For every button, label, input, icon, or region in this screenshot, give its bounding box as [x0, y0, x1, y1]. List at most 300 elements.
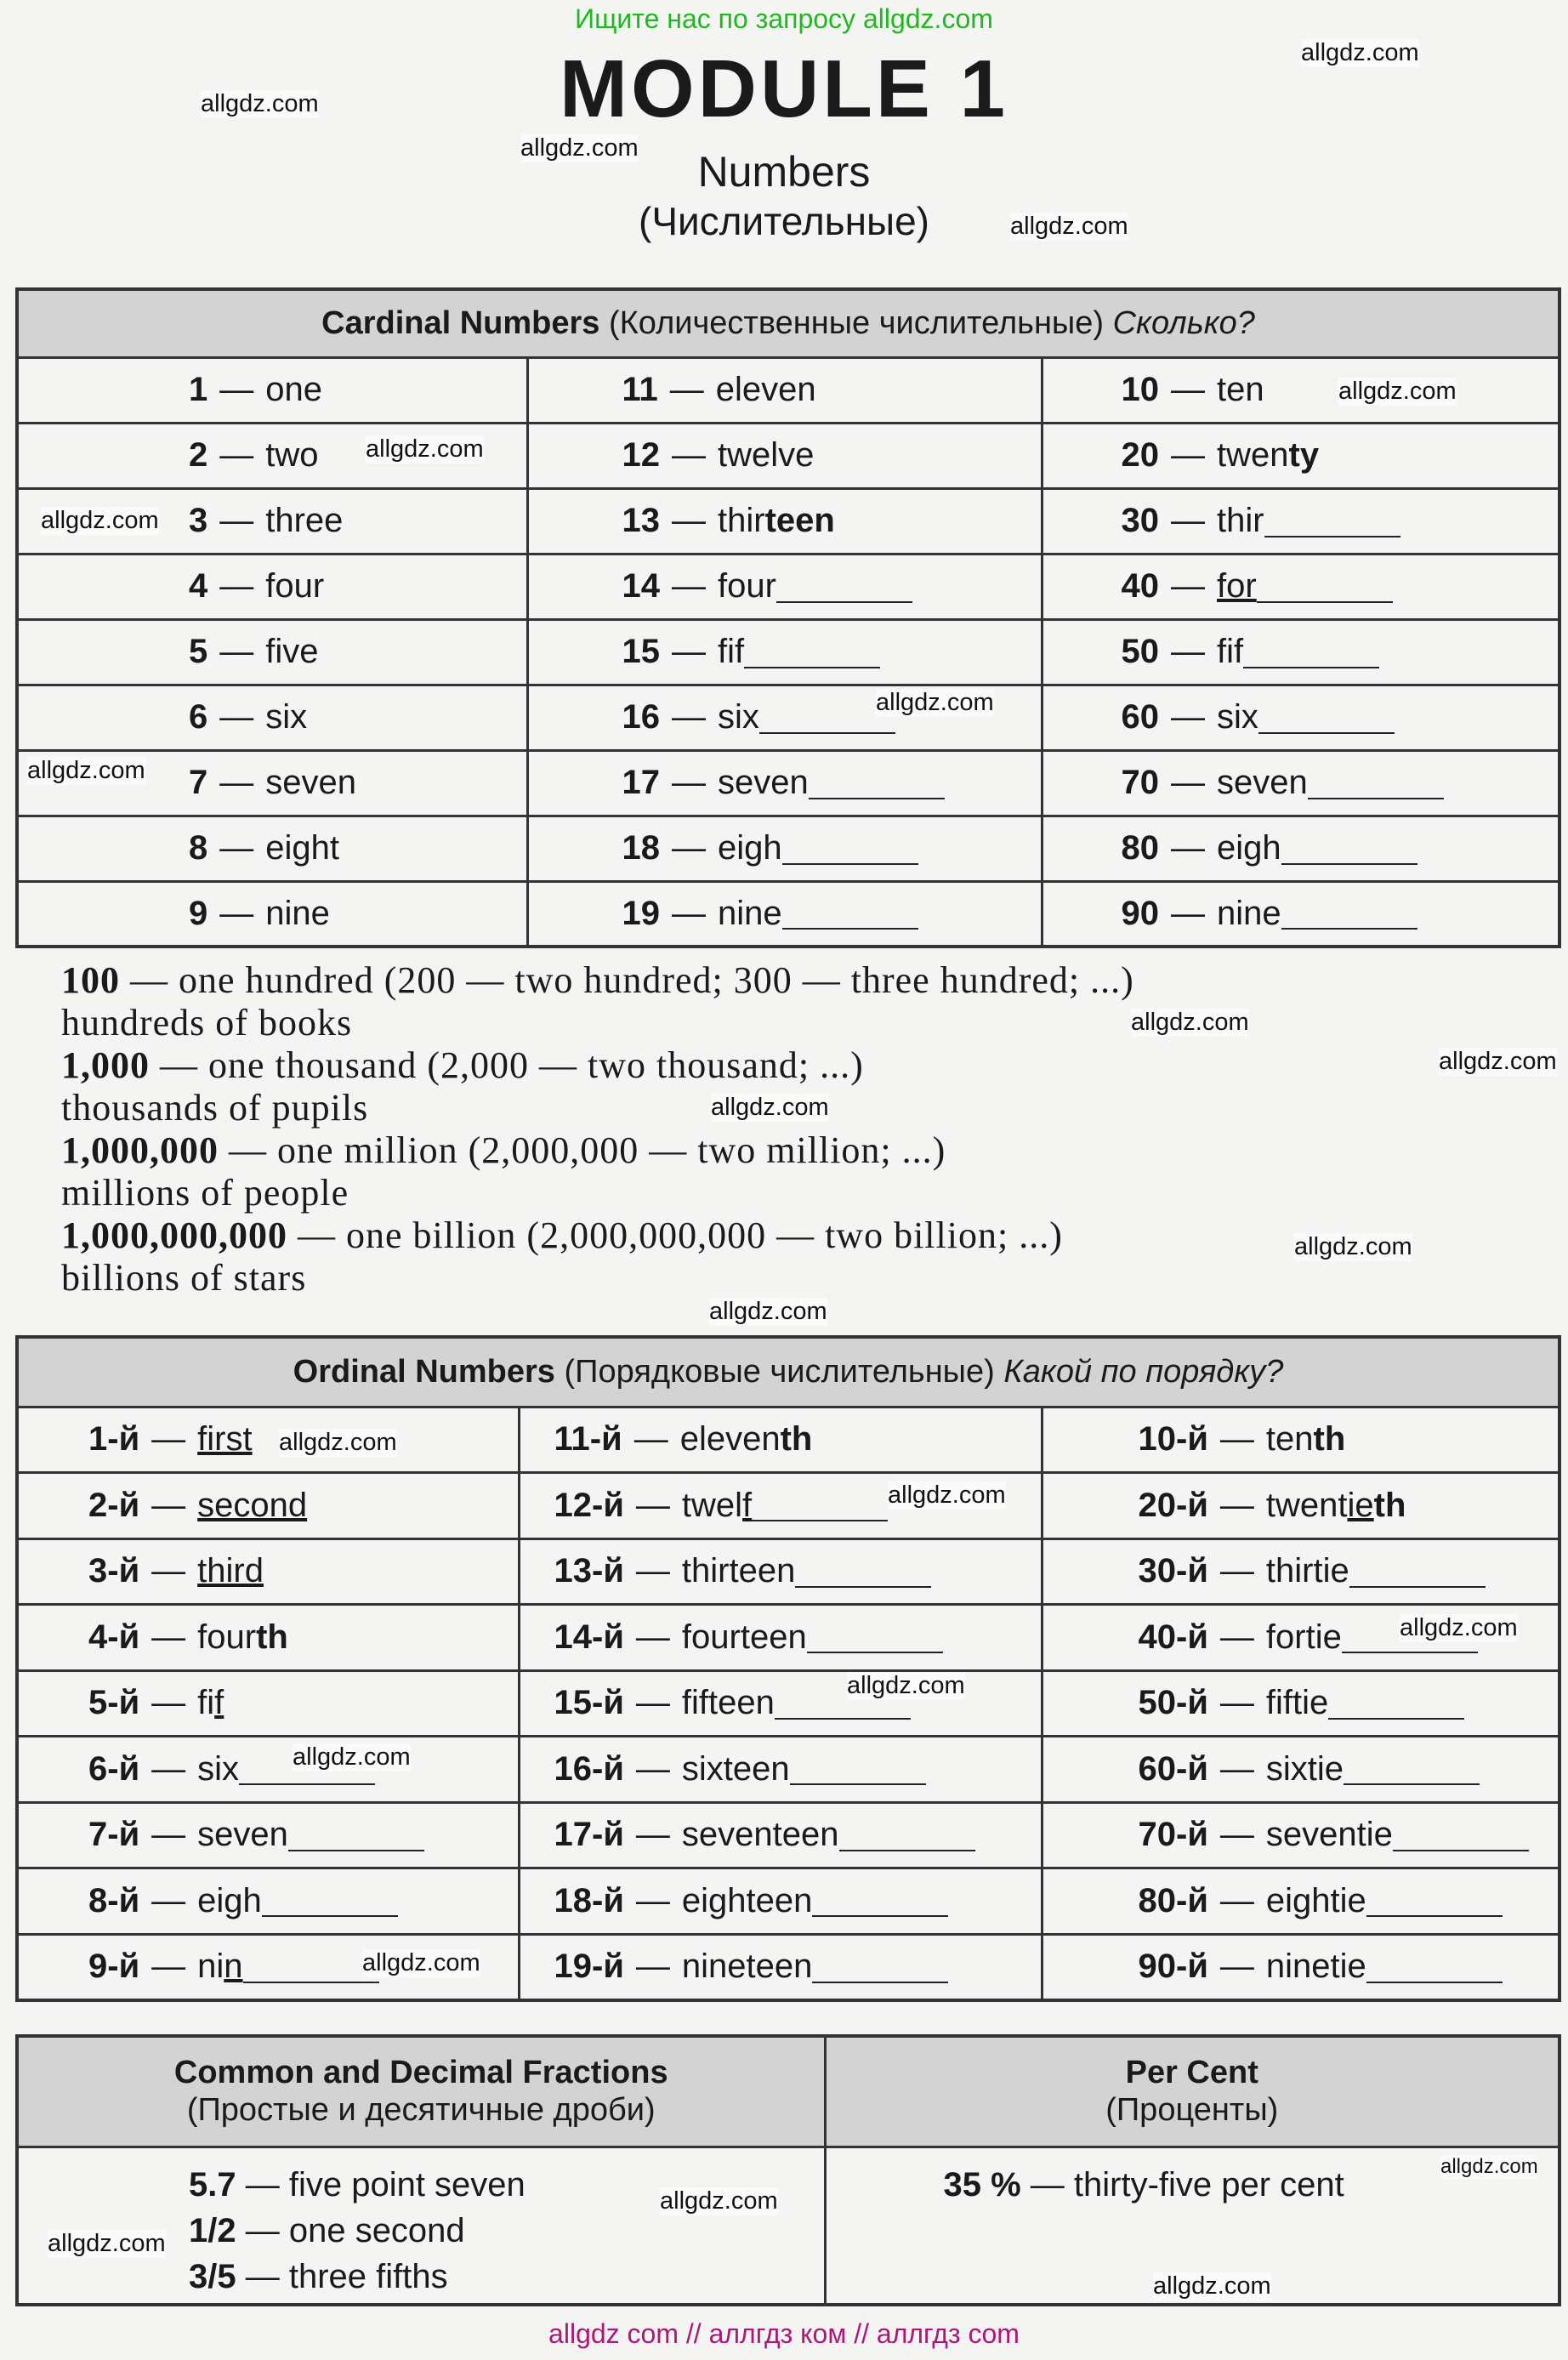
watermark-text: allgdz.com	[362, 1949, 480, 1976]
cardinal-word: four	[265, 567, 325, 605]
ordinal-number: 12-й	[554, 1486, 624, 1524]
dash: —	[151, 1486, 186, 1524]
ordinal-word: six	[197, 1749, 240, 1788]
ordinal-number: 16-й	[554, 1749, 624, 1788]
cardinal-row	[17, 816, 1559, 881]
ordinal-cell	[519, 1407, 1042, 1473]
cardinal-cell	[1042, 881, 1559, 947]
dash: —	[669, 371, 704, 408]
cardinal-entry	[1043, 698, 1559, 736]
fill-in-blank[interactable]	[1393, 1819, 1529, 1851]
percent-value: 35 %	[943, 2165, 1021, 2204]
dash: —	[219, 371, 254, 408]
fill-in-blank[interactable]	[839, 1819, 975, 1851]
dash: —	[1171, 894, 1205, 932]
ordinal-number: 13-й	[554, 1552, 624, 1590]
cardinal-row	[17, 750, 1559, 816]
ordinal-entry	[520, 1552, 1041, 1590]
ordinal-entry	[520, 1948, 1041, 1986]
cardinal-number: 3	[189, 502, 208, 539]
cardinal-row	[17, 423, 1559, 488]
ordinal-word: fifteen	[681, 1684, 775, 1722]
dash: —	[151, 1948, 186, 1985]
fill-in-blank[interactable]	[1281, 897, 1417, 930]
dash: —	[635, 1749, 670, 1788]
watermark-text: allgdz.com	[293, 1743, 411, 1771]
cardinal-entry	[529, 764, 1041, 802]
cardinal-entry	[1043, 895, 1559, 933]
ordinal-header	[17, 1337, 1559, 1407]
cardinal-word: nine	[265, 894, 330, 932]
dash: —	[672, 698, 706, 736]
cardinal-word: one	[265, 371, 322, 408]
ordinal-suffix: th	[1373, 1486, 1406, 1524]
dash: —	[672, 567, 706, 605]
fraction-line	[189, 2254, 824, 2300]
ordinal-number: 14-й	[554, 1618, 624, 1656]
ordinal-word: eigh	[197, 1881, 262, 1919]
dash: —	[635, 1684, 670, 1722]
cardinal-cell	[527, 423, 1042, 488]
fraction-value: 1/2	[189, 2211, 236, 2249]
ordinal-entry	[1043, 1487, 1559, 1525]
cardinal-cell	[1042, 816, 1559, 881]
ordinal-word: fi	[197, 1684, 215, 1722]
bottom-banner[interactable]: allgdz com // аллгдз ком // аллгдз com	[548, 2318, 1020, 2349]
dash: —	[635, 1948, 670, 1985]
ordinal-word: seventeen	[681, 1816, 839, 1854]
fill-in-blank[interactable]	[752, 1489, 888, 1521]
dash: —	[1171, 436, 1205, 474]
dash: —	[1171, 502, 1205, 539]
cardinal-number: 20	[1121, 436, 1159, 474]
cardinal-cell	[1042, 357, 1559, 423]
cardinal-word: ten	[1217, 371, 1264, 408]
cardinal-cell	[527, 554, 1042, 619]
fraction-text: — five point seven	[236, 2165, 526, 2204]
cardinal-number: 90	[1121, 894, 1159, 932]
ordinal-number: 3-й	[88, 1552, 140, 1590]
watermark-text: allgdz.com	[888, 1481, 1006, 1509]
dash: —	[635, 1816, 670, 1854]
ordinal-number: 17-й	[554, 1816, 624, 1854]
percent-header-ru: (Проценты)	[1105, 2092, 1279, 2129]
ordinal-number: 50-й	[1138, 1684, 1208, 1722]
cardinal-cell	[1042, 423, 1559, 488]
cardinal-word: seven	[1217, 764, 1308, 801]
ordinal-word: fortie	[1265, 1618, 1342, 1656]
ordinal-entry	[520, 1816, 1041, 1854]
fractions-cell	[17, 2147, 825, 2305]
ordinal-header-question: Какой по порядку?	[1003, 1353, 1284, 1390]
cardinal-entry	[1043, 502, 1559, 540]
ordinal-number: 8-й	[88, 1881, 140, 1919]
cardinal-word: four	[718, 567, 776, 605]
cardinal-word: seven	[265, 764, 356, 801]
ordinal-word: third	[197, 1552, 264, 1590]
watermark-text: allgdz.com	[366, 435, 484, 463]
ordinal-cell	[17, 1670, 519, 1737]
dash: —	[635, 1618, 670, 1656]
large-number-value: 100	[61, 959, 120, 1001]
ordinal-entry	[1043, 1948, 1559, 1986]
cardinal-word: for	[1217, 567, 1257, 605]
cardinal-word: eight	[265, 829, 339, 867]
ordinal-number: 30-й	[1138, 1552, 1208, 1590]
dash: —	[1171, 371, 1205, 408]
cardinal-word: six	[1217, 698, 1258, 736]
fill-in-blank[interactable]	[1257, 571, 1393, 603]
ordinal-cell	[1042, 1538, 1559, 1605]
cardinal-number: 1	[189, 371, 208, 408]
dash: —	[672, 894, 706, 932]
cardinal-number: 10	[1121, 371, 1159, 408]
dash: —	[1219, 1881, 1254, 1919]
cardinal-cell	[1042, 685, 1559, 750]
fill-in-blank[interactable]	[1366, 1951, 1503, 1983]
ordinal-word: ten	[1265, 1420, 1314, 1459]
ordinal-entry	[1043, 1816, 1559, 1854]
watermark-text: allgdz.com	[1131, 1009, 1249, 1036]
ordinal-cell	[519, 1538, 1042, 1605]
watermark-text: allgdz.com	[520, 134, 639, 162]
ordinal-underlined-part: ie	[1347, 1486, 1374, 1524]
large-number-text: hundreds of books	[61, 1002, 353, 1044]
ordinal-word: sixtie	[1265, 1749, 1344, 1788]
ordinal-entry	[1043, 1420, 1559, 1459]
cardinal-cell	[17, 357, 527, 423]
ordinal-word: ni	[197, 1948, 224, 1985]
dash: —	[635, 1486, 670, 1524]
ordinal-number: 2-й	[88, 1486, 140, 1524]
ordinal-row	[17, 1538, 1559, 1605]
ordinal-number: 70-й	[1138, 1816, 1208, 1854]
cardinal-entry	[1043, 829, 1559, 867]
fill-in-blank[interactable]	[262, 1885, 398, 1917]
dash: —	[672, 502, 706, 539]
percent-text: — thirty-five per cent	[1020, 2165, 1344, 2204]
cardinal-word: thir	[1217, 502, 1264, 539]
dash: —	[1171, 764, 1205, 801]
fill-in-blank[interactable]	[790, 1753, 926, 1785]
dash: —	[672, 829, 706, 867]
watermark-text: allgdz.com	[709, 1298, 827, 1325]
section-subtitle: (Числительные)	[639, 199, 929, 243]
ordinal-cell	[17, 1802, 519, 1868]
cardinal-entry	[529, 895, 1041, 933]
dash: —	[1219, 1816, 1254, 1854]
ordinal-suffix: th	[256, 1618, 288, 1656]
ordinal-cell	[519, 1605, 1042, 1671]
ordinal-cell	[17, 1737, 519, 1803]
ordinal-number: 40-й	[1138, 1618, 1208, 1656]
watermark-text: allgdz.com	[27, 757, 145, 784]
fill-in-blank[interactable]	[1243, 636, 1379, 668]
watermark-text: allgdz.com	[847, 1672, 965, 1699]
fill-in-blank[interactable]	[776, 571, 912, 603]
ordinal-cell	[17, 1605, 519, 1671]
ordinal-underlined-part: f	[214, 1684, 224, 1722]
fill-in-blank[interactable]	[1308, 767, 1444, 799]
watermark-text: allgdz.com	[1153, 2272, 1271, 2300]
dash: —	[151, 1552, 186, 1590]
top-banner[interactable]: Ищите нас по запросу allgdz.com	[575, 3, 993, 34]
fill-in-blank[interactable]	[1349, 1555, 1486, 1588]
ordinal-cell	[1042, 1868, 1559, 1935]
cardinal-header-ru: (Количественные числительные)	[609, 304, 1105, 341]
watermark-text: allgdz.com	[1439, 1048, 1557, 1075]
ordinal-cell	[1042, 1737, 1559, 1803]
fraction-value: 3/5	[189, 2257, 236, 2295]
fractions-header-en: Common and Decimal Fractions	[173, 2055, 668, 2091]
fill-in-blank[interactable]	[1344, 1753, 1480, 1785]
dash: —	[1219, 1948, 1254, 1985]
ordinal-cell	[1042, 1473, 1559, 1539]
large-number-value: 1,000	[61, 1044, 150, 1086]
watermark-text: allgdz.com	[279, 1429, 397, 1456]
watermark-text: allgdz.com	[1010, 213, 1128, 240]
fill-in-blank[interactable]	[1328, 1687, 1464, 1720]
dash: —	[151, 1816, 186, 1854]
cardinal-entry	[1043, 567, 1559, 606]
cardinal-entry	[1043, 436, 1559, 475]
ordinal-entry	[19, 1750, 518, 1788]
cardinal-row	[17, 554, 1559, 619]
cardinal-row	[17, 357, 1559, 423]
cardinal-number: 16	[622, 698, 660, 736]
watermark-text: allgdz.com	[41, 507, 159, 534]
cardinal-number: 19	[622, 894, 660, 932]
dash: —	[151, 1684, 186, 1722]
ordinal-row	[17, 1868, 1559, 1935]
cardinal-entry	[19, 698, 526, 736]
ordinal-entry	[19, 1420, 518, 1459]
cardinal-cell	[527, 619, 1042, 685]
cardinal-cell	[17, 816, 527, 881]
fill-in-blank[interactable]	[812, 1885, 948, 1917]
ordinal-entry	[19, 1487, 518, 1525]
cardinal-entry	[529, 567, 1041, 606]
cardinal-number: 12	[622, 436, 660, 474]
watermark-text: allgdz.com	[1294, 1233, 1412, 1260]
dash: —	[1219, 1420, 1254, 1459]
cardinal-number: 2	[189, 436, 208, 474]
large-number-line	[61, 1129, 1541, 1172]
fill-in-blank[interactable]	[782, 897, 918, 930]
ordinal-numbers-table	[15, 1335, 1561, 2002]
dash: —	[1219, 1486, 1254, 1524]
ordinal-cell	[519, 1934, 1042, 2000]
ordinal-entry	[19, 1618, 518, 1657]
fill-in-blank[interactable]	[1366, 1885, 1503, 1917]
dash: —	[633, 1420, 668, 1459]
cardinal-entry	[19, 829, 526, 867]
section-title: Numbers	[697, 148, 871, 196]
cardinal-row	[17, 685, 1559, 750]
ordinal-word: seven	[197, 1816, 288, 1854]
ordinal-number: 15-й	[554, 1684, 624, 1722]
cardinal-cell	[1042, 488, 1559, 554]
watermark-text: allgdz.com	[1440, 2155, 1538, 2178]
dash: —	[1171, 829, 1205, 867]
ordinal-cell	[17, 1473, 519, 1539]
cardinal-cell	[527, 750, 1042, 816]
cardinal-number: 17	[622, 764, 660, 801]
ordinal-cell	[1042, 1802, 1559, 1868]
dash: —	[1171, 567, 1205, 605]
cardinal-number: 70	[1121, 764, 1159, 801]
cardinal-word: eigh	[718, 829, 782, 867]
cardinal-cell	[17, 619, 527, 685]
large-number-line	[61, 959, 1541, 1002]
cardinal-number: 9	[189, 894, 208, 932]
fraction-text: — three fifths	[236, 2257, 448, 2295]
ordinal-number: 6-й	[88, 1749, 140, 1788]
cardinal-header	[17, 289, 1559, 357]
cardinal-entry	[529, 371, 1041, 409]
ordinal-entry	[520, 1882, 1041, 1920]
cardinal-cell	[527, 816, 1042, 881]
cardinal-entry	[19, 895, 526, 933]
fill-in-blank[interactable]	[795, 1555, 931, 1588]
ordinal-row	[17, 1605, 1559, 1671]
ordinal-word: fiftie	[1265, 1684, 1329, 1722]
cardinal-word: five	[265, 633, 319, 670]
cardinal-cell	[17, 685, 527, 750]
dash: —	[1219, 1749, 1254, 1788]
large-number-value: 1,000,000,000	[61, 1214, 287, 1256]
ordinal-entry	[1043, 1552, 1559, 1590]
ordinal-header-ru: (Порядковые числительные)	[564, 1353, 995, 1390]
fill-in-blank[interactable]	[1281, 833, 1417, 865]
cardinal-number: 18	[622, 829, 660, 867]
cardinal-number: 40	[1121, 567, 1159, 605]
ordinal-cell	[17, 1407, 519, 1473]
dash: —	[1171, 633, 1205, 670]
ordinal-number: 10-й	[1138, 1420, 1208, 1459]
ordinal-row	[17, 1802, 1559, 1868]
cardinal-number: 6	[189, 698, 208, 736]
fractions-table	[15, 2034, 1561, 2306]
ordinal-cell	[1042, 1670, 1559, 1737]
cardinal-cell	[1042, 619, 1559, 685]
cardinal-entry	[1043, 764, 1559, 802]
cardinal-cell	[17, 554, 527, 619]
ordinal-cell	[17, 1868, 519, 1935]
ordinal-number: 11-й	[554, 1420, 622, 1459]
ordinal-number: 19-й	[554, 1948, 624, 1985]
fill-in-blank[interactable]	[809, 767, 945, 799]
cardinal-word: fif	[718, 633, 745, 670]
cardinal-row	[17, 488, 1559, 554]
fill-in-blank[interactable]	[243, 1951, 379, 1983]
ordinal-number: 1-й	[88, 1420, 140, 1459]
fraction-value: 5.7	[189, 2165, 236, 2204]
cardinal-number: 8	[189, 829, 208, 867]
ordinal-row	[17, 1670, 1559, 1737]
cardinal-header-en: Cardinal Numbers	[321, 304, 600, 341]
ordinal-suffix: th	[780, 1420, 813, 1459]
dash: —	[219, 829, 254, 867]
ordinal-number: 18-й	[554, 1881, 624, 1919]
fill-in-blank[interactable]	[807, 1621, 943, 1653]
dash: —	[151, 1881, 186, 1919]
fraction-text: — one second	[236, 2211, 465, 2249]
cardinal-number: 15	[622, 633, 660, 670]
dash: —	[151, 1420, 186, 1459]
ordinal-word: eleven	[679, 1420, 781, 1459]
ordinal-word: nineteen	[681, 1948, 813, 1985]
module-title: MODULE 1	[559, 43, 1009, 134]
cardinal-number: 7	[189, 764, 208, 801]
ordinal-row	[17, 1737, 1559, 1803]
fill-in-blank[interactable]	[782, 833, 918, 865]
dash: —	[151, 1618, 186, 1656]
dash: —	[635, 1881, 670, 1919]
ordinal-cell	[519, 1802, 1042, 1868]
ordinal-entry	[19, 1684, 518, 1722]
cardinal-number: 50	[1121, 633, 1159, 670]
dash: —	[219, 764, 254, 801]
cardinal-word: twen	[1217, 436, 1289, 474]
ordinal-entry	[19, 1552, 518, 1590]
ordinal-number: 9-й	[88, 1948, 140, 1985]
ordinal-word: four	[197, 1618, 257, 1656]
fill-in-blank[interactable]	[1264, 505, 1400, 537]
cardinal-word: eleven	[715, 371, 816, 408]
ordinal-word: thirteen	[681, 1552, 796, 1590]
fill-in-blank[interactable]	[744, 636, 880, 668]
large-number-text: billions of stars	[61, 1257, 307, 1299]
fill-in-blank[interactable]	[812, 1951, 948, 1983]
fill-in-blank[interactable]	[1258, 702, 1395, 734]
dash: —	[219, 502, 254, 539]
ordinal-cell	[519, 1868, 1042, 1935]
cardinal-entry	[19, 371, 526, 409]
dash: —	[219, 894, 254, 932]
ordinal-row	[17, 1473, 1559, 1539]
cardinal-numbers-table	[15, 287, 1561, 948]
cardinal-word: eigh	[1217, 829, 1281, 867]
cardinal-header-question: Сколько?	[1112, 304, 1255, 341]
ordinal-word: sixteen	[681, 1749, 790, 1788]
ordinal-header-en: Ordinal Numbers	[293, 1353, 555, 1390]
ordinal-row	[17, 1934, 1559, 2000]
dash: —	[219, 436, 254, 474]
fill-in-blank[interactable]	[288, 1819, 424, 1851]
fill-in-blank[interactable]	[759, 702, 895, 734]
dash: —	[672, 764, 706, 801]
ordinal-number: 7-й	[88, 1816, 140, 1854]
cardinal-number: 11	[622, 371, 658, 408]
fractions-header	[17, 2036, 825, 2147]
ordinal-word: seventie	[1265, 1816, 1393, 1854]
cardinal-number: 13	[622, 502, 660, 539]
cardinal-cell	[527, 488, 1042, 554]
cardinal-row	[17, 881, 1559, 947]
cardinal-entry	[19, 567, 526, 606]
dash: —	[219, 633, 254, 670]
cardinal-word: thir	[718, 502, 765, 539]
ordinal-word: fourteen	[681, 1618, 807, 1656]
cardinal-number: 80	[1121, 829, 1159, 867]
dash: —	[635, 1552, 670, 1590]
cardinal-word: fif	[1217, 633, 1244, 670]
ordinal-word: twent	[1265, 1486, 1348, 1524]
cardinal-suffix: teen	[764, 502, 835, 539]
ordinal-row	[17, 1407, 1559, 1473]
cardinal-entry	[529, 633, 1041, 671]
